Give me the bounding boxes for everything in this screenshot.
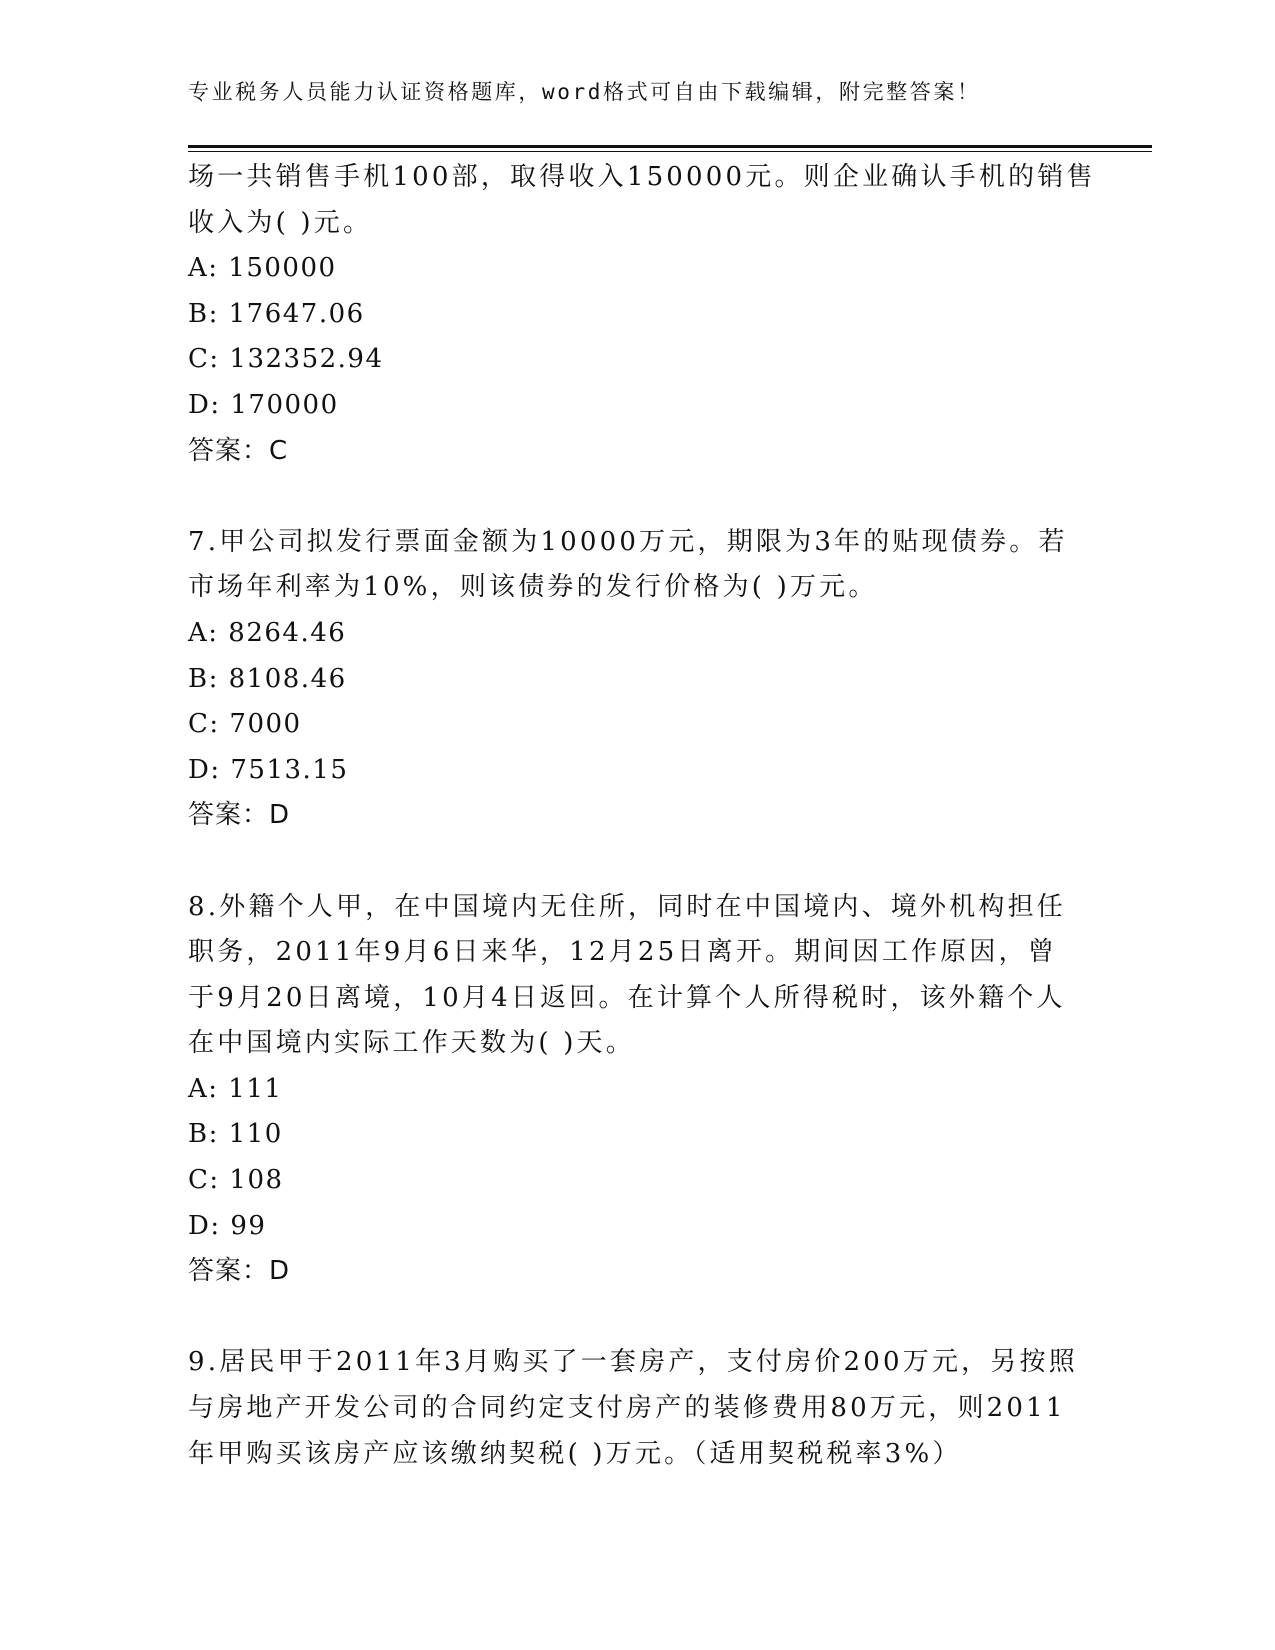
spacer [188, 1295, 1088, 1341]
question-text-line: 市场年利率为10%，则该债券的发行价格为( )万元。 [188, 572, 878, 603]
option-a: A: 111 [188, 1073, 283, 1104]
answer-line: 答案：D [188, 800, 291, 831]
question-content [188, 155, 1096, 1477]
question-text-line: 7.甲公司拟发行票面金额为10000万元，期限为3年的贴现债券。若 [188, 526, 1068, 557]
question-6 [188, 155, 1096, 474]
answer-line: 答案：C [188, 435, 289, 466]
option-d: D: 99 [188, 1210, 267, 1241]
question-text-line: 场一共销售手机100部，取得收入150000元。则企业确认手机的销售 [188, 162, 1096, 192]
question-7 [188, 520, 1088, 839]
question-text-line: 职务，2011年9月6日来华，12月25日离开。期间因工作原因，曾 [188, 937, 1058, 968]
option-c: C: 132352.94 [188, 344, 384, 375]
question-text-line: 在中国境内实际工作天数为( )天。 [188, 1028, 635, 1059]
answer-line: 答案：D [188, 1256, 291, 1287]
page-header: 专业税务人员能力认证资格题库，word格式可自由下载编辑，附完整答案！ [188, 80, 981, 104]
option-c: C: 7000 [188, 709, 302, 740]
question-text-line: 收入为( )元。 [188, 207, 373, 238]
spacer [188, 474, 1088, 520]
option-b: B: 8108.46 [188, 663, 347, 694]
option-a: A: 8264.46 [188, 617, 347, 648]
option-b: B: 110 [188, 1119, 283, 1150]
option-d: D: 170000 [188, 389, 339, 420]
question-text-line: 年甲购买该房产应该缴纳契税( )万元。（适用契税税率3%） [188, 1438, 962, 1469]
header-rule-thick [188, 145, 1152, 148]
option-b: B: 17647.06 [188, 298, 365, 329]
question-text-line: 9.居民甲于2011年3月购买了一套房产，支付房价200万元，另按照 [188, 1347, 1078, 1378]
question-8 [188, 885, 1088, 1295]
question-text-line: 8.外籍个人甲，在中国境内无住所，同时在中国境内、境外机构担任 [188, 891, 1067, 922]
option-d: D: 7513.15 [188, 754, 349, 785]
question-text-line: 与房地产开发公司的合同约定支付房产的装修费用80万元，则2011 [188, 1393, 1066, 1424]
header-rule-thin [188, 151, 1152, 152]
question-text-line: 于9月20日离境，10月4日返回。在计算个人所得税时，该外籍个人 [188, 982, 1066, 1013]
option-c: C: 108 [188, 1165, 284, 1196]
option-a: A: 150000 [188, 253, 337, 284]
spacer [188, 839, 1088, 885]
question-9 [188, 1340, 1088, 1477]
